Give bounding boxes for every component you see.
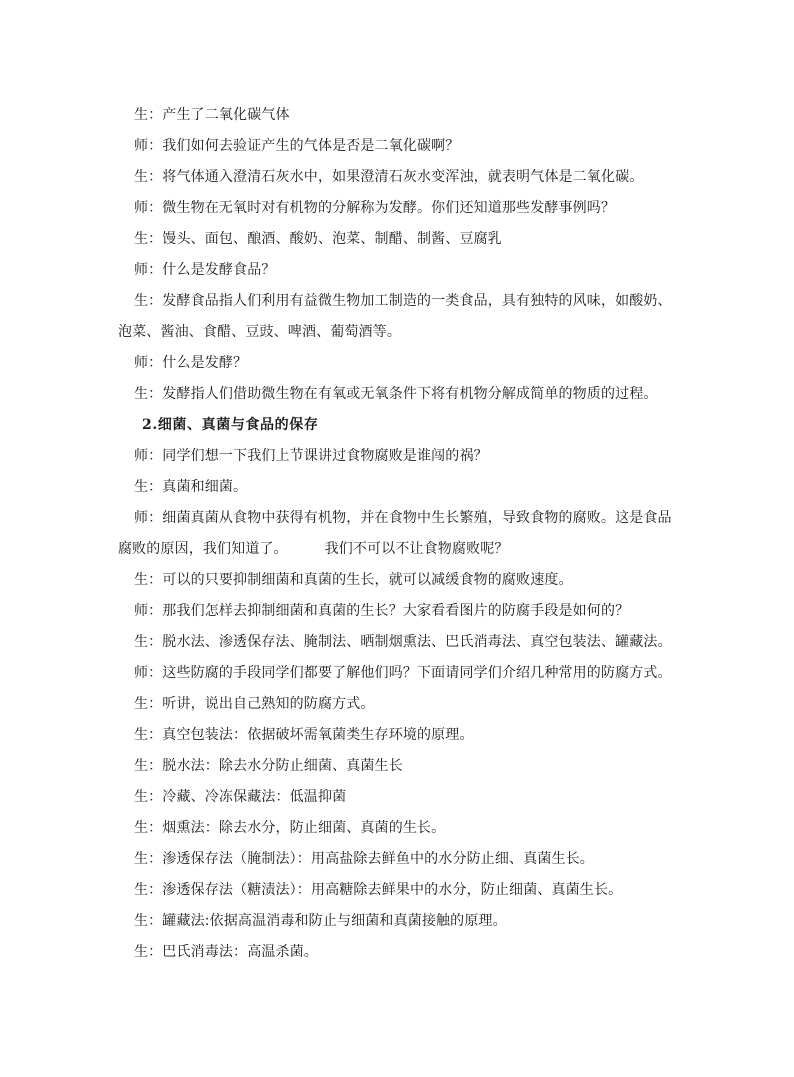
dialogue-line: 师：我们如何去验证产生的气体是否是二氧化碳啊？	[134, 138, 460, 154]
dialogue-line: 生：罐藏法:依据高温消毒和防止与细菌和真菌接触的原理。	[134, 913, 507, 929]
dialogue-line: 师：那我们怎样去抑制细菌和真菌的生长？大家看看图片的防腐手段是如何的？	[134, 603, 630, 619]
dialogue-line: 生：巴氏消毒法：高温杀菌。	[134, 944, 318, 960]
dialogue-line: 生：烟熏法：除去水分，防止细菌、真菌的生长。	[134, 820, 446, 836]
dialogue-line: 师：什么是发酵食品？	[134, 262, 276, 278]
section-heading: 2.细菌、真菌与食品的保存	[142, 417, 319, 433]
dialogue-line-continued: 腐败的原因，我们知道了。 我们不可以不让食物腐败呢？	[118, 541, 509, 557]
dialogue-line: 生：冷藏、冷冻保藏法：低温抑菌	[134, 789, 347, 805]
dialogue-line: 生：真空包装法：依据破坏需氧菌类生存环境的原理。	[134, 727, 474, 743]
dialogue-line: 生：听讲，说出自己熟知的防腐方式。	[134, 696, 375, 712]
dialogue-line: 师：微生物在无氧时对有机物的分解称为发酵。你们还知道那些发酵事例吗？	[134, 200, 616, 216]
dialogue-line-continued: 泡菜、酱油、食醋、豆豉、啤酒、葡萄酒等。	[118, 324, 401, 340]
dialogue-line: 师：什么是发酵？	[134, 355, 248, 371]
dialogue-line: 师：同学们想一下我们上节课讲过食物腐败是谁闯的祸？	[134, 448, 488, 464]
document-body	[118, 100, 678, 968]
dialogue-line: 师：细菌真菌从食物中获得有机物，并在食物中生长繁殖，导致食物的腐败。这是食品	[134, 510, 672, 526]
dialogue-line: 生：将气体通入澄清石灰水中，如果澄清石灰水变浑浊，就表明气体是二氧化碳。	[134, 169, 644, 185]
dialogue-line: 生：渗透保存法（糖渍法）：用高糖除去鲜果中的水分，防止细菌、真菌生长。	[134, 882, 623, 898]
dialogue-line: 生：产生了二氧化碳气体	[134, 107, 290, 123]
dialogue-line: 生：发酵指人们借助微生物在有氧或无氧条件下将有机物分解成简单的物质的过程。	[134, 386, 658, 402]
dialogue-line: 生：馒头、面包、酿酒、酸奶、泡菜、制醋、制酱、豆腐乳	[134, 231, 502, 247]
dialogue-line: 生：真菌和细菌。	[134, 479, 248, 495]
dialogue-line: 师：这些防腐的手段同学们都要了解他们吗？下面请同学们介绍几种常用的防腐方式。	[134, 665, 672, 681]
dialogue-line: 生：可以的只要抑制细菌和真菌的生长，就可以减缓食物的腐败速度。	[134, 572, 573, 588]
dialogue-line: 生：脱水法、渗透保存法、腌制法、晒制烟熏法、巴氏消毒法、真空包装法、罐藏法。	[134, 634, 672, 650]
dialogue-line: 生：发酵食品指人们利用有益微生物加工制造的一类食品，具有独特的风味，如酸奶、	[134, 293, 672, 309]
dialogue-line: 生：脱水法：除去水分防止细菌、真菌生长	[134, 758, 403, 774]
dialogue-line: 生：渗透保存法（腌制法）：用高盐除去鲜鱼中的水分防止细、真菌生长。	[134, 851, 594, 867]
